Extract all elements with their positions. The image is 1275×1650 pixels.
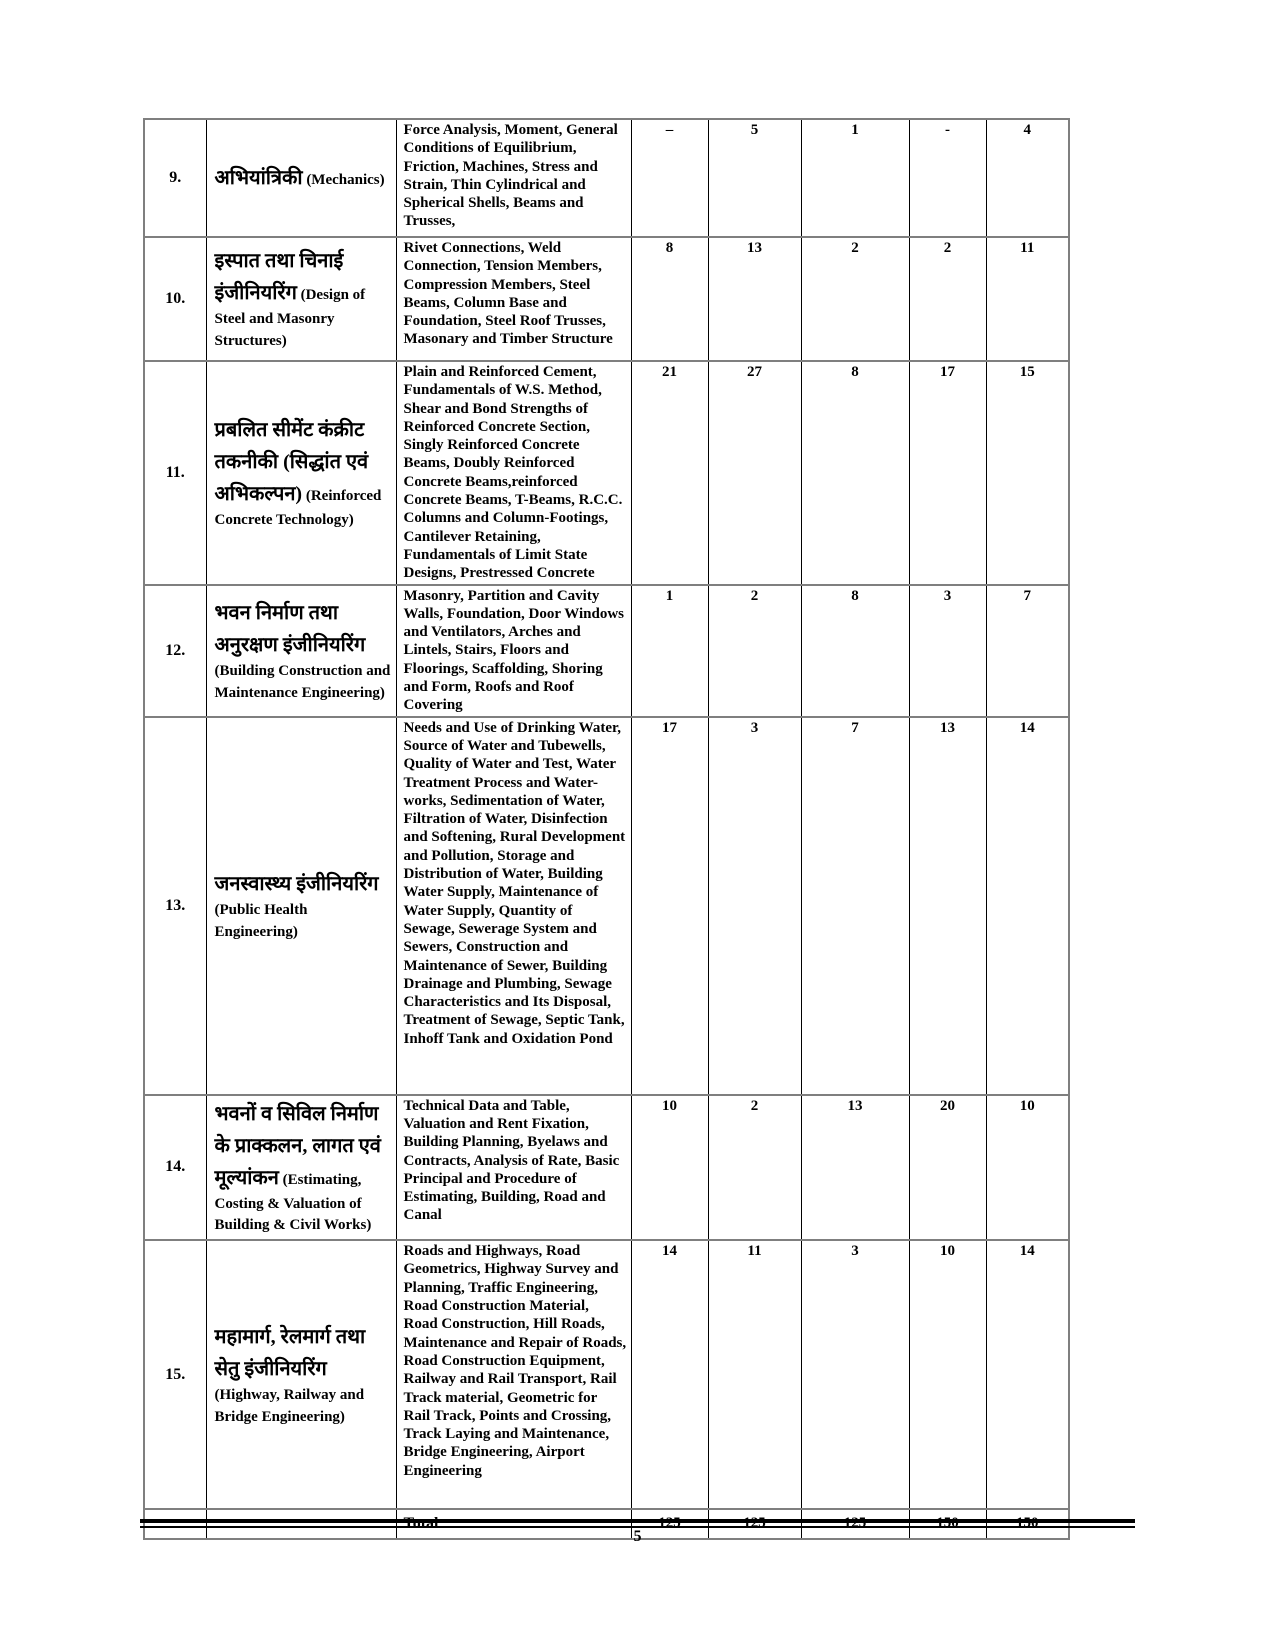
value-cell: 1 [631,585,708,717]
syllabus-table-body [144,119,1069,1539]
subject-cell [206,237,396,361]
value-cell: – [631,119,708,237]
table-row [144,119,1069,237]
value-cell: 8 [801,361,909,585]
table-row [144,237,1069,361]
subject-cell [206,119,396,237]
value-cell: 3 [708,717,801,1095]
subject-cell [206,1240,396,1509]
subject-hindi: भवनों व सिविल निर्माण के प्राक्कलन, लागत एवं मूल्यांकन [214,1102,381,1189]
row-number: 14. [144,1095,206,1241]
total-value-cell: 150 [909,1509,986,1539]
value-cell: 11 [986,237,1069,361]
total-value-cell: 125 [708,1509,801,1539]
topics-cell: Force Analysis, Moment, General Conditions of Equilibrium, Friction, Machines, Stress and Strain, Thin Cylindrical and Spherical Shells, Beams and Trusses, [396,119,631,237]
subject-english: (Building Construction and Maintenance Engineering) [214,662,391,701]
subject-english: (Reinforced Concrete Technology) [214,487,382,528]
value-cell: 7 [986,585,1069,717]
value-cell: 7 [801,717,909,1095]
topics-cell: Roads and Highways, Road Geometrics, Highway Survey and Planning, Traffic Engineering, Road Construction Material, Road Construction, Hill Roads, Maintenance and Repair of Roads, Road Construction Equipment, Railway and Rail Transport, Rail Track material, Geometric for Rail Track, Points and Crossing, Track Laying and Maintenance, Bridge Engineering, Airport Engineering [396,1240,631,1509]
value-cell: 13 [801,1095,909,1241]
value-cell: 3 [909,585,986,717]
table-row [144,1095,1069,1241]
value-cell: 2 [909,237,986,361]
value-cell: 2 [708,1095,801,1241]
subject-english: (Estimating, Costing & Valuation of Building & Civil Works) [214,1171,372,1234]
value-cell: 10 [986,1095,1069,1241]
table-row [144,1240,1069,1509]
subject-hindi: भवन निर्माण तथा अनुरक्षण इंजीनियरिंग [214,601,366,656]
table-row [144,361,1069,585]
subject-english: (Design of Steel and Masonry Structures) [214,287,366,349]
total-label: Total [396,1509,631,1539]
total-value-cell: 150 [986,1509,1069,1539]
value-cell: 8 [801,585,909,717]
value-cell: - [909,119,986,237]
footer-rule [140,1519,1135,1528]
value-cell: 2 [801,237,909,361]
table-row [144,717,1069,1095]
value-cell: 4 [986,119,1069,237]
subject-english: (Highway, Railway and Bridge Engineering) [214,1386,365,1425]
value-cell: 10 [909,1240,986,1509]
value-cell: 1 [801,119,909,237]
value-cell: 14 [986,717,1069,1095]
value-cell: 17 [631,717,708,1095]
value-cell: 27 [708,361,801,585]
topics-cell: Needs and Use of Drinking Water, Source of Water and Tubewells, Quality of Water and Test, Water Treatment Process and Water-works, Sedimentation of Water, Filtration of Water, Disinfection and Softening, Rural Development and Pollution, Storage and Distribution of Water, Building Water Supply, Maintenance of Water Supply, Quantity of Sewage, Sewerage System and Sewers, Construction and Maintenance of Sewer, Building Drainage and Plumbing, Sewage Characteristics and Its Disposal, Treatment of Sewage, Septic Tank, Inhoff Tank and Oxidation Pond [396,717,631,1095]
value-cell: 14 [631,1240,708,1509]
total-value-cell: 125 [801,1509,909,1539]
value-cell: 13 [708,237,801,361]
topics-cell: Rivet Connections, Weld Connection, Tension Members, Compression Members, Steel Beams, Column Base and Foundation, Steel Roof Trusses, Masonary and Timber Structure [396,237,631,361]
value-cell: 2 [708,585,801,717]
value-cell: 20 [909,1095,986,1241]
value-cell: 11 [708,1240,801,1509]
subject-english: (Public Health Engineering) [214,901,308,940]
value-cell: 15 [986,361,1069,585]
subject-english: (Mechanics) [306,172,385,188]
value-cell: 13 [909,717,986,1095]
row-number: 15. [144,1240,206,1509]
total-value-cell: 125 [631,1509,708,1539]
subject-hindi: इस्पात तथा चिनाई इंजीनियरिंग [214,250,344,305]
topics-cell: Technical Data and Table, Valuation and Rent Fixation, Building Planning, Byelaws and Contracts, Analysis of Rate, Basic Principal and Procedure of Estimating, Building, Road and Canal [396,1095,631,1241]
topics-cell: Plain and Reinforced Cement, Fundamentals of W.S. Method, Shear and Bond Strengths of Reinforced Concrete Section, Singly Reinforced Concrete Beams, Doubly Reinforced Concrete Beams,reinforced Concrete Beams, T-Beams, R.C.C. Columns and Column-Footings, Cantilever Retaining, Fundamentals of Limit State Designs, Prestressed Concrete [396,361,631,585]
row-number: 9. [144,119,206,237]
subject-hindi: अभियांत्रिकी [214,167,303,189]
value-cell: 21 [631,361,708,585]
table-row [144,585,1069,717]
subject-hindi: प्रबलित सीमेंट कंक्रीट तकनीकी (सिद्धांत एवं अभिकल्पन) [214,418,369,505]
value-cell: 5 [708,119,801,237]
topics-cell: Masonry, Partition and Cavity Walls, Foundation, Door Windows and Ventilators, Arches and Lintels, Stairs, Floors and Floorings, Scaffolding, Shoring and Form, Roofs and Roof Covering [396,585,631,717]
subject-cell [206,717,396,1095]
value-cell: 8 [631,237,708,361]
value-cell: 10 [631,1095,708,1241]
value-cell: 17 [909,361,986,585]
syllabus-table [143,118,1070,1540]
subject-cell [206,361,396,585]
row-number: 11. [144,361,206,585]
row-number: 12. [144,585,206,717]
row-number: 13. [144,717,206,1095]
row-number: 10. [144,237,206,361]
subject-hindi: जनस्वास्थ्य इंजीनियरिंग [214,872,379,895]
subject-cell [206,1095,396,1241]
value-cell: 3 [801,1240,909,1509]
value-cell: 14 [986,1240,1069,1509]
subject-cell [206,585,396,717]
page-number: 5 [633,1528,642,1545]
subject-hindi: महामार्ग, रेलमार्ग तथा सेतु इंजीनियरिंग [214,1325,366,1380]
